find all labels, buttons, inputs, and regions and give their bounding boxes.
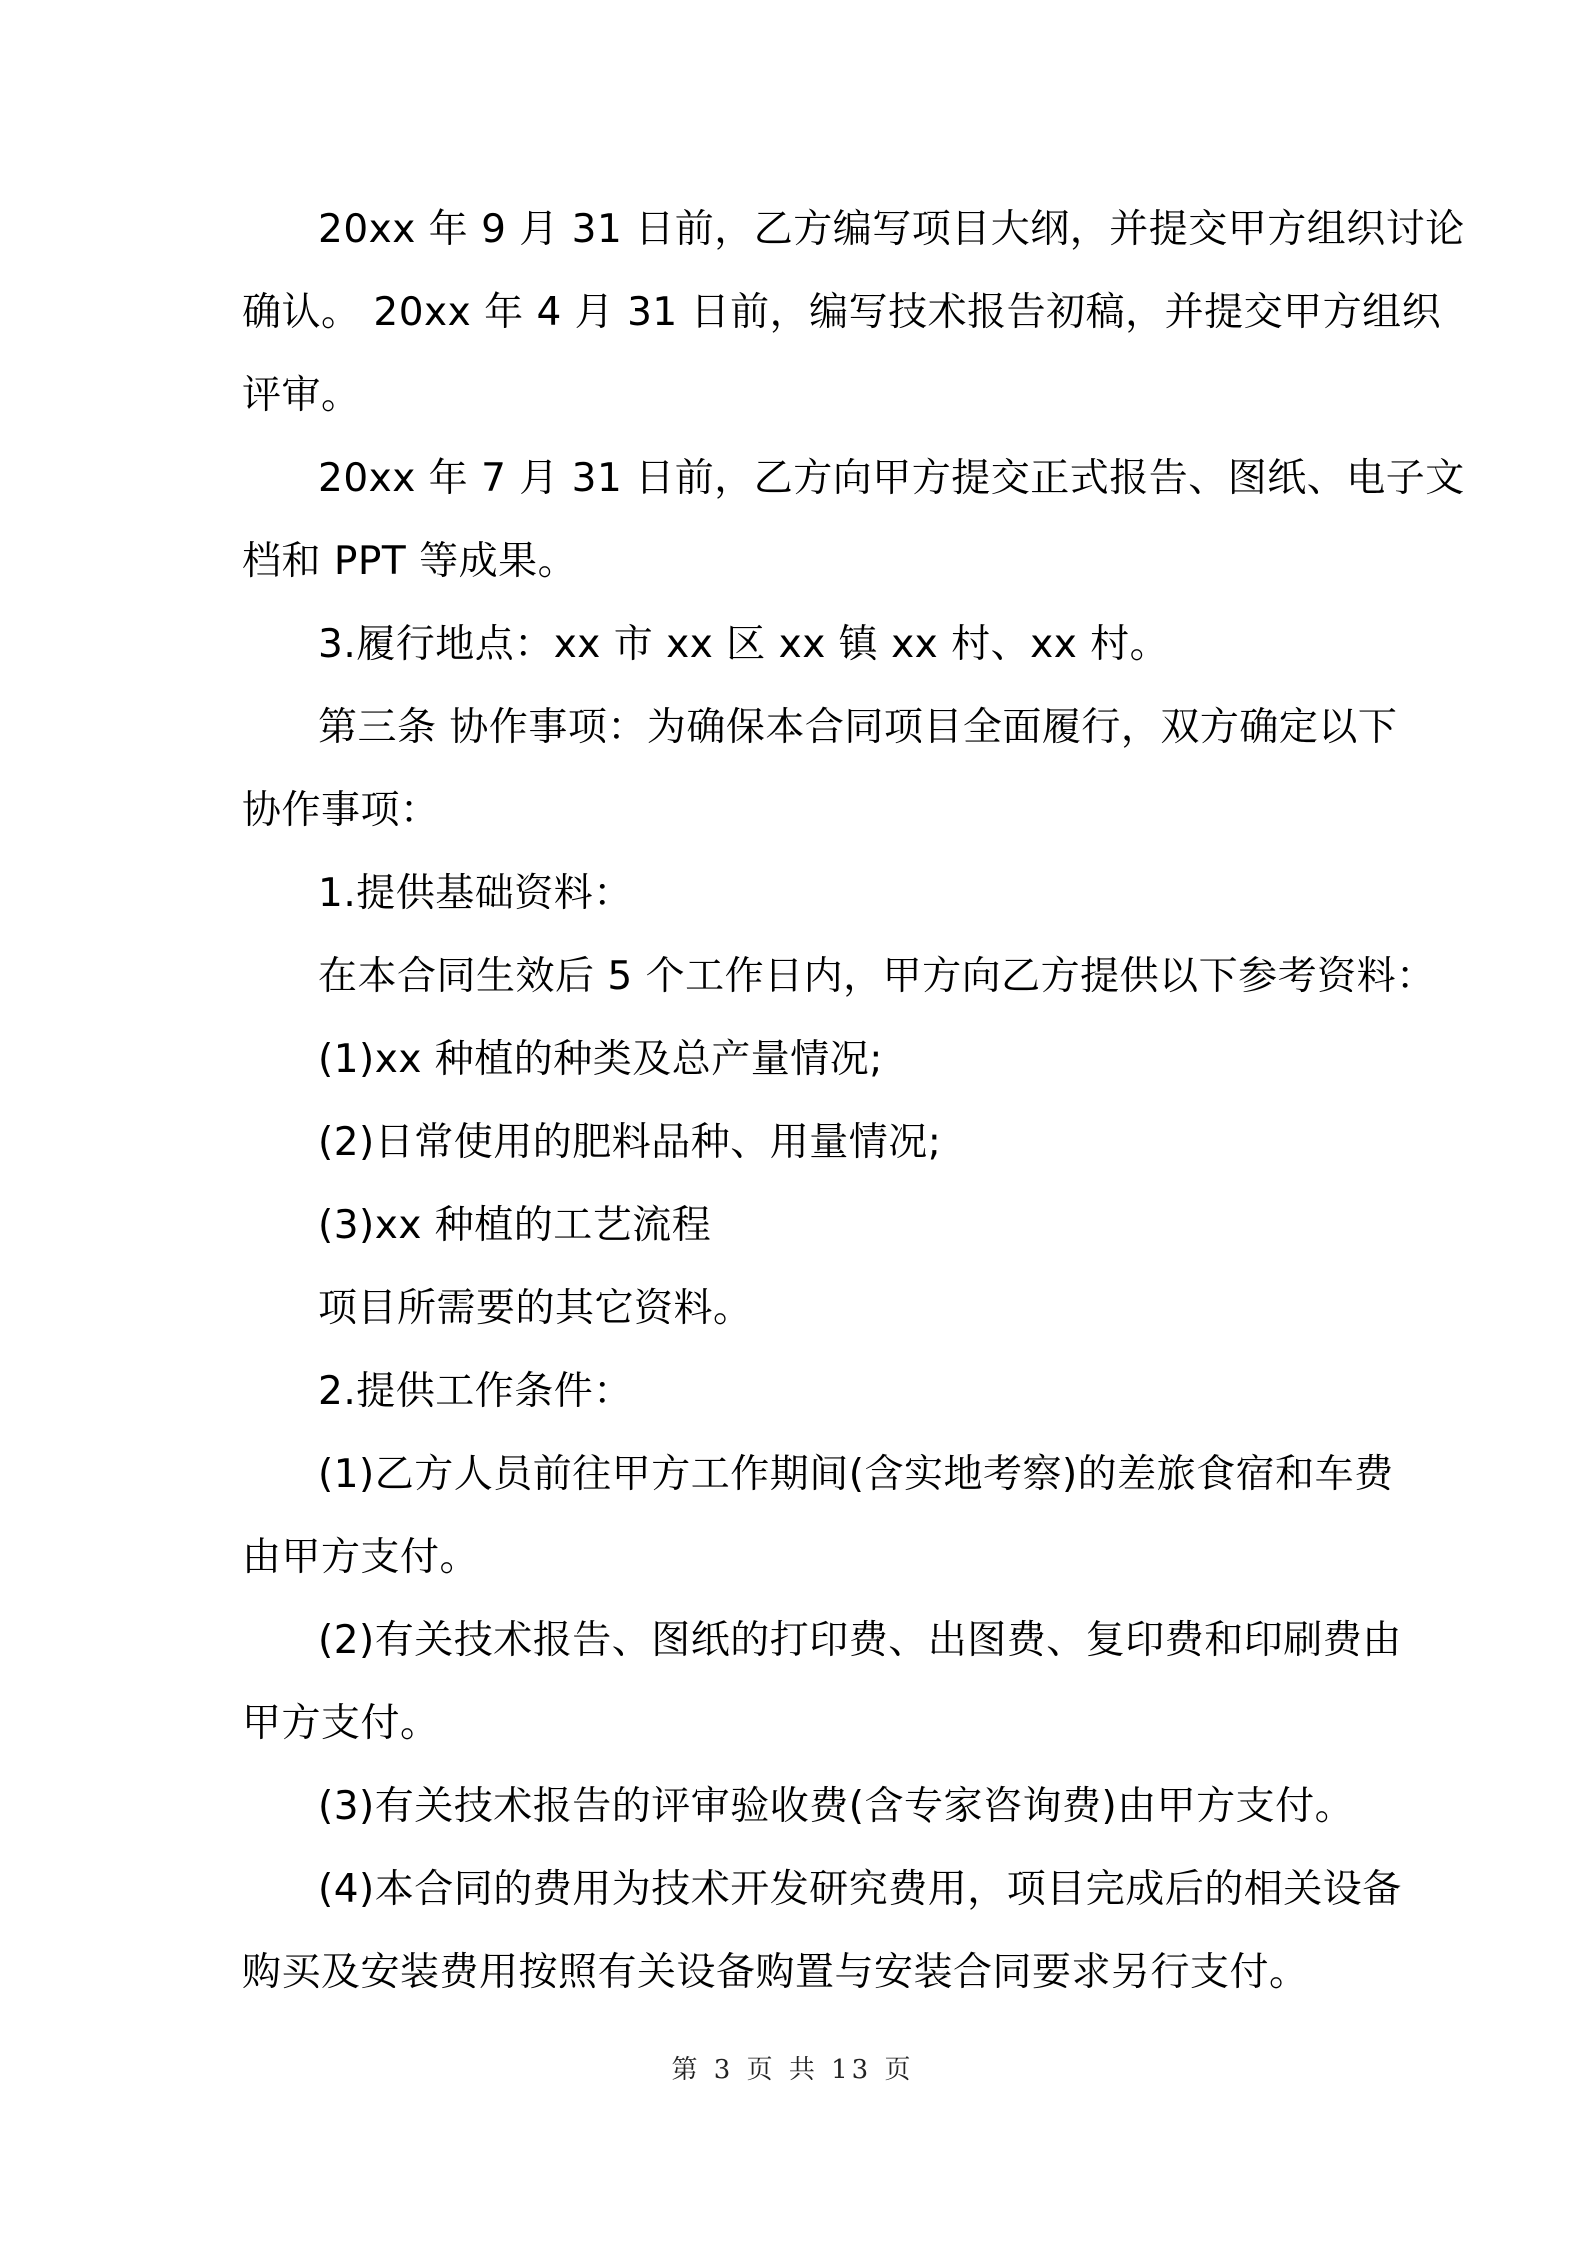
text-line-6: 3.履行地点：xx 市 xx 区 xx 镇 xx 村、xx 村。 <box>318 622 1170 667</box>
text-line-19: 甲方支付。 <box>242 1701 440 1746</box>
text-line-7: 第三条 协作事项：为确保本合同项目全面履行，双方确定以下 <box>318 705 1398 750</box>
page-number-footer: 第 3 页 共 13 页 <box>671 2055 915 2085</box>
text-line-12: (2)日常使用的肥料品种、用量情况; <box>318 1120 942 1165</box>
text-line-4: 20xx 年 7 月 31 日前，乙方向甲方提交正式报告、图纸、电子文 <box>318 456 1465 501</box>
text-line-2: 确认。 20xx 年 4 月 31 日前，编写技术报告初稿，并提交甲方组织 <box>242 290 1442 335</box>
text-line-3: 评审。 <box>242 373 361 418</box>
text-line-11: (1)xx 种植的种类及总产量情况; <box>318 1037 883 1082</box>
text-line-8: 协作事项： <box>242 788 440 833</box>
text-line-15: 2.提供工作条件： <box>318 1369 633 1414</box>
text-line-14: 项目所需要的其它资料。 <box>318 1286 753 1331</box>
text-line-16: (1)乙方人员前往甲方工作期间(含实地考察)的差旅食宿和车费 <box>318 1452 1394 1497</box>
text-line-5: 档和 PPT 等成果。 <box>242 539 578 584</box>
text-line-9: 1.提供基础资料： <box>318 871 633 916</box>
text-line-17: 由甲方支付。 <box>242 1535 480 1580</box>
text-line-22: 购买及安装费用按照有关设备购置与安装合同要求另行支付。 <box>242 1950 1309 1995</box>
text-line-18: (2)有关技术报告、图纸的打印费、出图费、复印费和印刷费由 <box>318 1618 1402 1663</box>
text-line-10: 在本合同生效后 5 个工作日内，甲方向乙方提供以下参考资料： <box>318 954 1436 999</box>
text-line-1: 20xx 年 9 月 31 日前，乙方编写项目大纲，并提交甲方组织讨论 <box>318 207 1465 252</box>
text-line-21: (4)本合同的费用为技术开发研究费用，项目完成后的相关设备 <box>318 1867 1402 1912</box>
text-line-20: (3)有关技术报告的评审验收费(含专家咨询费)由甲方支付。 <box>318 1784 1355 1829</box>
text-line-13: (3)xx 种植的工艺流程 <box>318 1203 712 1248</box>
